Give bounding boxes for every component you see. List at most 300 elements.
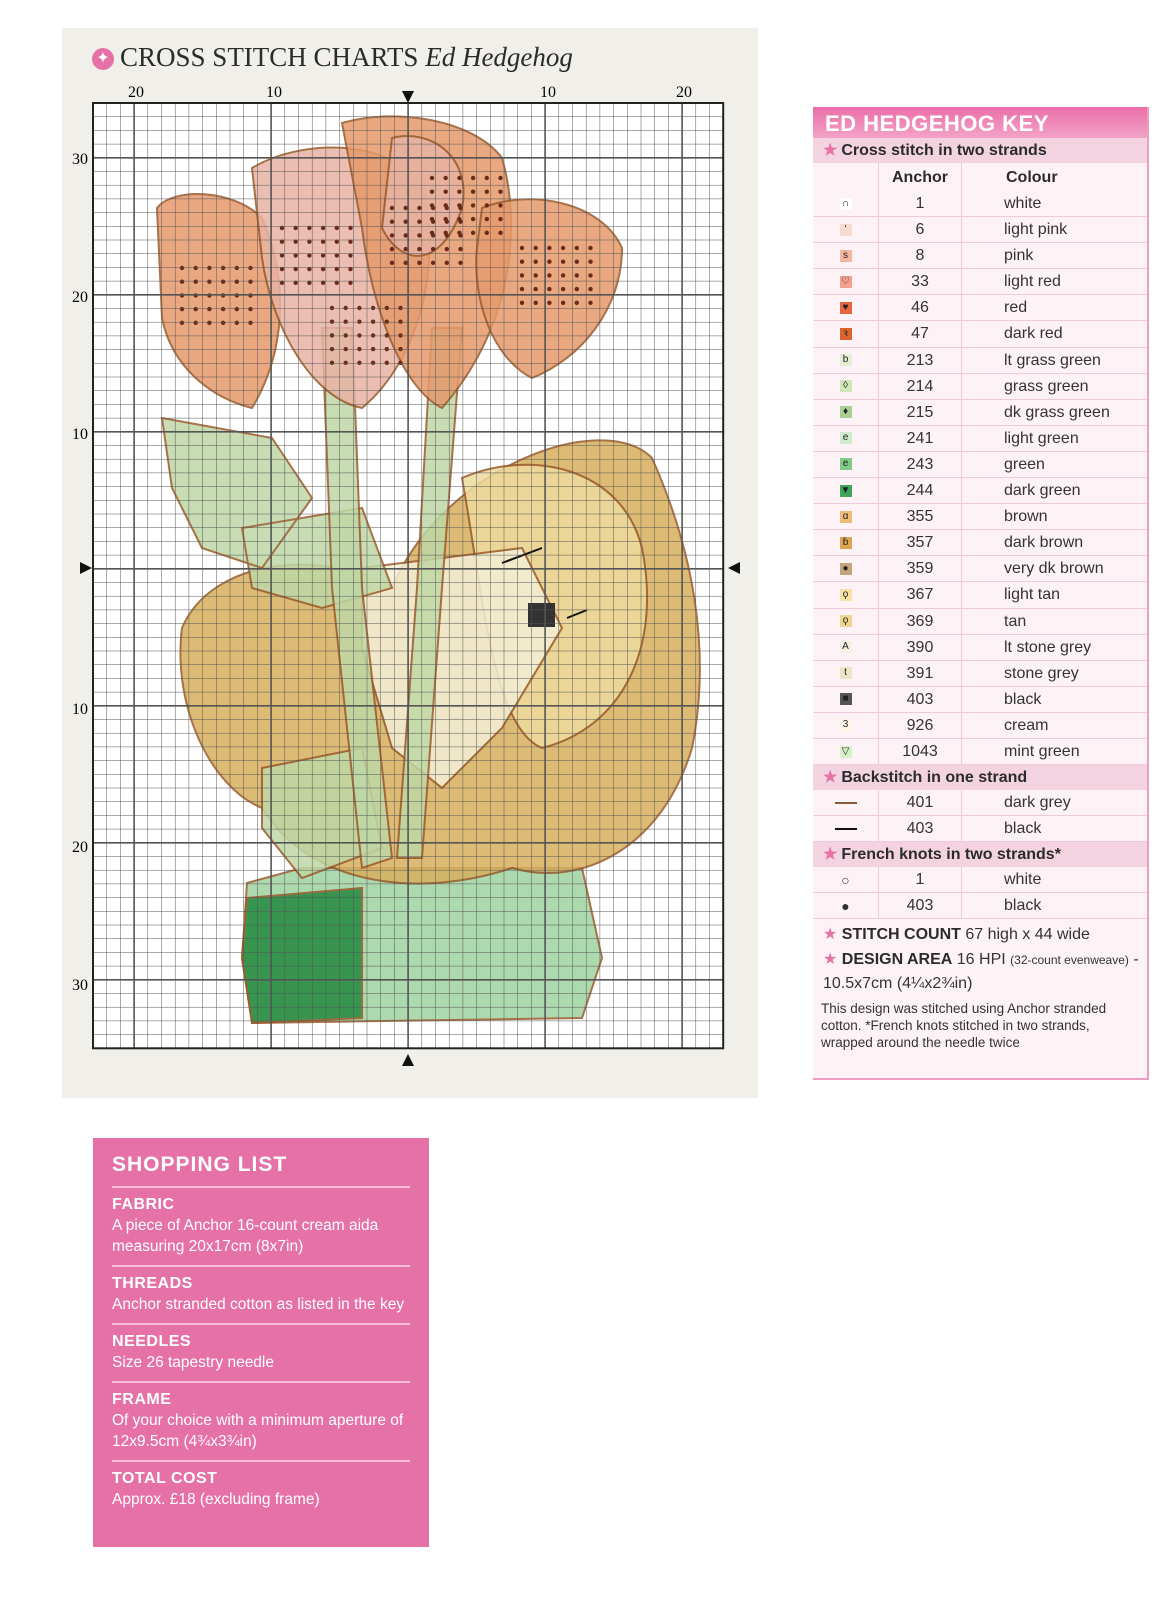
chart-stitch-dot (431, 261, 435, 265)
chart-stitch-dot (520, 287, 524, 291)
colour-name: light tan (1004, 586, 1061, 604)
chart-stitch-dot (357, 333, 361, 337)
chart-stitch-dot (575, 287, 579, 291)
star-icon: ✦ (92, 48, 114, 70)
key-row (813, 635, 1147, 661)
key-row (813, 426, 1147, 452)
key-symbol (813, 713, 879, 738)
axis-left-label: 20 (72, 839, 88, 856)
colour-name: light green (1004, 429, 1079, 447)
chart-stitch-dot (520, 260, 524, 264)
cross-stitch-heading: ★ Cross stitch in two strands (813, 138, 1147, 163)
key-row (813, 400, 1147, 426)
colour-name: lt grass green (1004, 351, 1101, 369)
chart-stitch-dot (344, 347, 348, 351)
chart-stitch-dot (385, 333, 389, 337)
chart-stitch-dot (398, 306, 402, 310)
key-row (813, 790, 1147, 816)
anchor-number: 244 (879, 478, 962, 503)
chart-stitch-dot (398, 347, 402, 351)
chart-stitch-dot (457, 190, 461, 194)
chart-stitch-dot (235, 280, 239, 284)
chart-stitch-dot (404, 261, 408, 265)
star-icon: ★ (823, 951, 838, 969)
axis-left-label: 30 (72, 151, 88, 168)
chart-stitch-dot (194, 280, 198, 284)
key-row (813, 582, 1147, 608)
chart-stitch-dot (194, 321, 198, 325)
chart-stitch-dot (180, 307, 184, 311)
star-icon: ★ (823, 846, 838, 864)
anchor-number: 367 (879, 582, 962, 607)
key-symbol (813, 217, 879, 242)
key-row (813, 556, 1147, 582)
swatch-symbol-icon: b (840, 354, 852, 366)
chart-stitch-dot (248, 321, 252, 325)
chart-stitch-dot (588, 301, 592, 305)
chart-stitch-dot (207, 266, 211, 270)
swatch-symbol-icon: ɓ (840, 537, 852, 549)
chart-stitch-dot (498, 190, 502, 194)
swatch-symbol-icon: ■ (840, 693, 852, 705)
chart-stitch-dot (547, 301, 551, 305)
chart-stitch-dot (404, 206, 408, 210)
colour-name: dark red (1004, 325, 1063, 343)
chart-stitch-dot (344, 361, 348, 365)
key-row (813, 295, 1147, 321)
axis-top-label: 20 (128, 84, 144, 101)
chart-stitch-dot (398, 361, 402, 365)
key-row (813, 661, 1147, 687)
colour-name: mint green (1004, 742, 1080, 760)
anchor-number: 243 (879, 452, 962, 477)
key-column-header (813, 163, 1147, 191)
key-symbol (813, 739, 879, 764)
chart-stitch-dot (207, 321, 211, 325)
chart-stitch-dot (445, 247, 449, 251)
chart-stitch-dot (357, 361, 361, 365)
chart-stitch-dot (534, 301, 538, 305)
chart-stitch-dot (248, 266, 252, 270)
chart-stitch-dot (457, 176, 461, 180)
chart-stitch-dot (330, 333, 334, 337)
chart-stitch-dot (534, 273, 538, 277)
colour-name: cream (1004, 716, 1049, 734)
colour-name: black (1004, 820, 1042, 838)
swatch-symbol-icon: ϙ (840, 589, 852, 601)
swatch-symbol-icon: ∩ (840, 198, 852, 210)
chart-stitch-dot (471, 231, 475, 235)
cross-stitch-chart-panel (62, 28, 758, 1098)
key-symbol (813, 426, 879, 451)
shopping-item-total-cost: TOTAL COST Approx. £18 (excluding frame) (112, 1470, 320, 1508)
anchor-column-header: Anchor (879, 163, 962, 191)
key-symbol (813, 609, 879, 634)
anchor-number: 369 (879, 609, 962, 634)
colour-name: dark green (1004, 482, 1081, 500)
chart-title-sub: Ed Hedgehog (425, 42, 573, 72)
anchor-number: 213 (879, 348, 962, 373)
chart-stitch-dot (575, 246, 579, 250)
swatch-symbol-icon: ▽ (840, 746, 852, 758)
chart-stitch-dot (588, 260, 592, 264)
chart-stitch-dot (417, 261, 421, 265)
chart-stitch-dot (207, 280, 211, 284)
chart-stitch-dot (180, 280, 184, 284)
colour-name: tan (1004, 612, 1027, 630)
chart-stitch-dot (444, 190, 448, 194)
chart-stitch-dot (430, 176, 434, 180)
chart-stitch-dot (417, 247, 421, 251)
chart-stitch-dot (398, 333, 402, 337)
anchor-number: 391 (879, 661, 962, 686)
chart-stitch-dot (471, 203, 475, 207)
chart-stitch-dot (430, 231, 434, 235)
french-knot-rows (813, 867, 1147, 919)
key-row (813, 243, 1147, 269)
chart-stitch-dot (371, 333, 375, 337)
chart-stitch-dot (485, 176, 489, 180)
chart-stitch-dot (430, 203, 434, 207)
colour-name: green (1004, 455, 1045, 473)
key-row (813, 687, 1147, 713)
center-arrow-top-icon (402, 91, 414, 103)
colour-name: dk grass green (1004, 403, 1110, 421)
chart-stitch-dot (575, 273, 579, 277)
chart-stitch-dot (417, 206, 421, 210)
chart-stitch-dot (444, 217, 448, 221)
chart-stitch-dot (575, 301, 579, 305)
design-area: ★ DESIGN AREA 16 HPI (32-count evenweave) - 10.5x7cm (4¼x2¾in) (823, 951, 1139, 993)
key-title: ED HEDGEHOG KEY (813, 107, 1147, 138)
colour-name: brown (1004, 508, 1048, 526)
axis-left-label: 10 (72, 701, 88, 718)
star-icon: ★ (823, 926, 838, 944)
key-row (813, 713, 1147, 739)
chart-stitch-dot (444, 203, 448, 207)
key-row (813, 217, 1147, 243)
key-row (813, 374, 1147, 400)
chart-stitch-dot (357, 347, 361, 351)
swatch-symbol-icon: s (840, 250, 852, 262)
chart-stitch-dot (534, 287, 538, 291)
colour-name: dark grey (1004, 794, 1071, 812)
chart-stitch-dot (547, 273, 551, 277)
key-symbol (813, 295, 879, 320)
chart-stitch-dot (458, 261, 462, 265)
anchor-number: 47 (879, 321, 962, 346)
key-row (813, 321, 1147, 347)
swatch-symbol-icon: ♡ (841, 275, 850, 287)
chart-stitch-dot (445, 261, 449, 265)
key-symbol (813, 790, 879, 815)
colour-name: pink (1004, 247, 1034, 265)
chart-stitch-dot (371, 361, 375, 365)
chart-stitch-dot (371, 347, 375, 351)
colour-name: light pink (1004, 221, 1068, 239)
colour-name: black (1004, 897, 1042, 915)
center-arrow-bottom-icon (402, 1054, 414, 1066)
chart-stitch-dot (498, 217, 502, 221)
chart-stitch-dot (344, 306, 348, 310)
axis-top-label: 10 (540, 84, 556, 101)
chart-stitch-dot (561, 260, 565, 264)
cross-stitch-rows (813, 191, 1147, 765)
anchor-number: 241 (879, 426, 962, 451)
key-symbol (813, 269, 879, 294)
chart-stitch-dot (235, 307, 239, 311)
chart-stitch-dot (457, 203, 461, 207)
chart-stitch-dot (330, 361, 334, 365)
chart-stitch-dot (588, 273, 592, 277)
chart-stitch-dot (444, 176, 448, 180)
key-symbol (813, 816, 879, 841)
chart-stitch-dot (404, 247, 408, 251)
chart-stitch-dot (385, 320, 389, 324)
anchor-number: 403 (879, 816, 962, 841)
chart-stitch-dot (561, 246, 565, 250)
axis-left-label: 10 (72, 426, 88, 443)
line-symbol-icon (835, 802, 857, 804)
swatch-symbol-icon: e (840, 458, 852, 470)
key-row (813, 816, 1147, 842)
shopping-item-threads: THREADS Anchor stranded cotton as listed in the key (112, 1267, 410, 1325)
anchor-number: 1043 (879, 739, 962, 764)
swatch-symbol-icon: 3 (840, 719, 852, 731)
line-symbol-icon (835, 828, 857, 830)
anchor-number: 1 (879, 191, 962, 216)
chart-stitch-dot (390, 233, 394, 237)
anchor-number: 8 (879, 243, 962, 268)
chart-stitch-dot (561, 287, 565, 291)
shopping-list-box (93, 1138, 429, 1547)
swatch-symbol-icon: ɑ (840, 511, 852, 523)
key-row (813, 478, 1147, 504)
chart-stitch-dot (357, 320, 361, 324)
chart-stitch-dot (235, 266, 239, 270)
chart-stitch-dot (235, 321, 239, 325)
colour-name: grass green (1004, 377, 1089, 395)
chart-stitch-dot (457, 217, 461, 221)
colour-name: stone grey (1004, 664, 1079, 682)
anchor-number: 357 (879, 530, 962, 555)
chart-stitch-dot (248, 280, 252, 284)
swatch-symbol-icon: ʻ (840, 224, 852, 236)
french-knots-heading: ★ French knots in two strands* (813, 842, 1147, 867)
colour-name: dark brown (1004, 534, 1084, 552)
chart-stitch-dot (357, 306, 361, 310)
swatch-symbol-icon: ● (840, 563, 852, 575)
chart-stitch-dot (390, 247, 394, 251)
chart-stitch-dot (561, 273, 565, 277)
chart-stitch-dot (498, 231, 502, 235)
key-row (813, 348, 1147, 374)
anchor-number: 926 (879, 713, 962, 738)
swatch-symbol-icon: ꝛ (840, 328, 852, 340)
key-symbol (813, 582, 879, 607)
chart-stitch-dot (534, 260, 538, 264)
chart-stitch-dot (498, 176, 502, 180)
swatch-symbol-icon: t (840, 667, 852, 679)
key-symbol (813, 635, 879, 660)
knot-symbol-icon: ● (841, 897, 850, 914)
swatch-symbol-icon: ▼ (840, 484, 851, 496)
key-row (813, 269, 1147, 295)
key-symbol (813, 687, 879, 712)
chart-stitch-dot (398, 320, 402, 324)
swatch-symbol-icon: ϙ (840, 615, 852, 627)
chart-stitch-dot (471, 217, 475, 221)
swatch-symbol-icon: A (840, 641, 852, 653)
anchor-number: 46 (879, 295, 962, 320)
chart-stitch-dot (430, 190, 434, 194)
colour-key-table (813, 107, 1149, 1080)
swatch-symbol-icon: e (840, 432, 852, 444)
key-symbol (813, 893, 879, 918)
key-note: This design was stitched using Anchor stranded cotton. *French knots stitched in two strands, wrapped around the needle twice (821, 1001, 1107, 1051)
chart-stitch-dot (417, 233, 421, 237)
anchor-number: 390 (879, 635, 962, 660)
chart-stitch-dot (547, 246, 551, 250)
chart-stitch-dot (385, 306, 389, 310)
chart-stitch-dot (471, 190, 475, 194)
colour-name: very dk brown (1004, 560, 1104, 578)
chart-stitch-dot (371, 320, 375, 324)
chart-stitch-dot (498, 203, 502, 207)
center-arrow-left-icon (80, 562, 92, 574)
key-symbol (813, 556, 879, 581)
colour-name: light red (1004, 273, 1061, 291)
anchor-number: 6 (879, 217, 962, 242)
anchor-number: 1 (879, 867, 962, 892)
chart-title-main: CROSS STITCH CHARTS (120, 42, 419, 72)
chart-stitch-dot (385, 361, 389, 365)
key-row (813, 867, 1147, 893)
star-icon: ★ (823, 769, 838, 787)
shopping-item-frame: FRAME Of your choice with a minimum aperture of 12x9.5cm (4¾x3¾in) (112, 1383, 410, 1462)
key-row (813, 452, 1147, 478)
chart-stitch-dot (330, 347, 334, 351)
colour-name: white (1004, 871, 1042, 889)
chart-stitch-dot (520, 273, 524, 277)
anchor-number: 401 (879, 790, 962, 815)
chart-stitch-dot (520, 301, 524, 305)
key-symbol (813, 530, 879, 555)
chart-stitch-dot (485, 231, 489, 235)
anchor-number: 359 (879, 556, 962, 581)
stitch-count: ★ STITCH COUNT 67 high x 44 wide (823, 926, 1090, 944)
key-row (813, 530, 1147, 556)
chart-stitch-dot (457, 231, 461, 235)
chart-stitch-dot (404, 233, 408, 237)
chart-stitch-dot (390, 261, 394, 265)
axis-left-label: 20 (72, 289, 88, 306)
key-symbol (813, 348, 879, 373)
chart-stitch-dot (344, 333, 348, 337)
anchor-number: 214 (879, 374, 962, 399)
knot-symbol-icon: ○ (841, 871, 850, 888)
chart-stitch-dot (547, 287, 551, 291)
chart-stitch-dot (390, 206, 394, 210)
key-symbol (813, 867, 879, 892)
chart-stitch-dot (431, 247, 435, 251)
key-symbol (813, 374, 879, 399)
chart-stitch-dot (330, 320, 334, 324)
anchor-number: 403 (879, 687, 962, 712)
key-row (813, 191, 1147, 217)
shopping-item-needles: NEEDLES Size 26 tapestry needle (112, 1325, 410, 1383)
chart-stitch-dot (485, 203, 489, 207)
axis-left-label: 30 (72, 977, 88, 994)
backstitch-heading: ★ Backstitch in one strand (813, 765, 1147, 790)
axis-top-label: 20 (676, 84, 692, 101)
chart-stitch-dot (221, 280, 225, 284)
key-symbol (813, 504, 879, 529)
chart-stitch-dot (404, 220, 408, 224)
star-icon: ★ (823, 142, 838, 159)
chart-grid (62, 28, 758, 1098)
chart-stitch-dot (330, 306, 334, 310)
colour-name: white (1004, 195, 1042, 212)
swatch-symbol-icon: ♥ (840, 302, 852, 314)
chart-stitch-dot (485, 217, 489, 221)
key-symbol (813, 452, 879, 477)
chart-stitch-dot (444, 231, 448, 235)
key-row (813, 893, 1147, 919)
key-symbol (813, 661, 879, 686)
colour-name: lt stone grey (1004, 638, 1092, 656)
chart-stitch-dot (575, 260, 579, 264)
chart-stitch-dot (588, 246, 592, 250)
key-row (813, 739, 1147, 765)
anchor-number: 403 (879, 893, 962, 918)
chart-stitch-dot (485, 190, 489, 194)
chart-stitch-dot (561, 301, 565, 305)
anchor-number: 355 (879, 504, 962, 529)
key-symbol (813, 321, 879, 346)
backstitch-rows (813, 790, 1147, 842)
chart-stitch-dot (194, 307, 198, 311)
swatch-symbol-icon: ◊ (840, 380, 852, 392)
chart-stitch-dot (344, 320, 348, 324)
center-arrow-right-icon (728, 562, 740, 574)
chart-stitch-dot (430, 217, 434, 221)
chart-stitch-dot (207, 307, 211, 311)
colour-column-header: Colour (1006, 169, 1058, 186)
chart-stitch-dot (371, 306, 375, 310)
shopping-list-title: SHOPPING LIST (112, 1138, 410, 1188)
anchor-number: 33 (879, 269, 962, 294)
chart-stitch-dot (221, 307, 225, 311)
colour-name: red (1004, 299, 1028, 317)
chart-pot-dark (242, 888, 362, 1023)
swatch-symbol-icon: ♦ (840, 406, 852, 418)
chart-stitch-dot (180, 321, 184, 325)
chart-stitch-dot (194, 266, 198, 270)
chart-stitch-dot (458, 247, 462, 251)
key-symbol (813, 478, 879, 503)
chart-stitch-dot (471, 176, 475, 180)
axis-top-label: 10 (266, 84, 282, 101)
key-symbol (813, 243, 879, 268)
chart-stitch-dot (417, 220, 421, 224)
chart-stitch-dot (534, 246, 538, 250)
colour-name: black (1004, 690, 1042, 708)
chart-stitch-dot (390, 220, 394, 224)
chart-stitch-dot (180, 266, 184, 270)
key-row (813, 609, 1147, 635)
key-symbol (813, 191, 879, 216)
